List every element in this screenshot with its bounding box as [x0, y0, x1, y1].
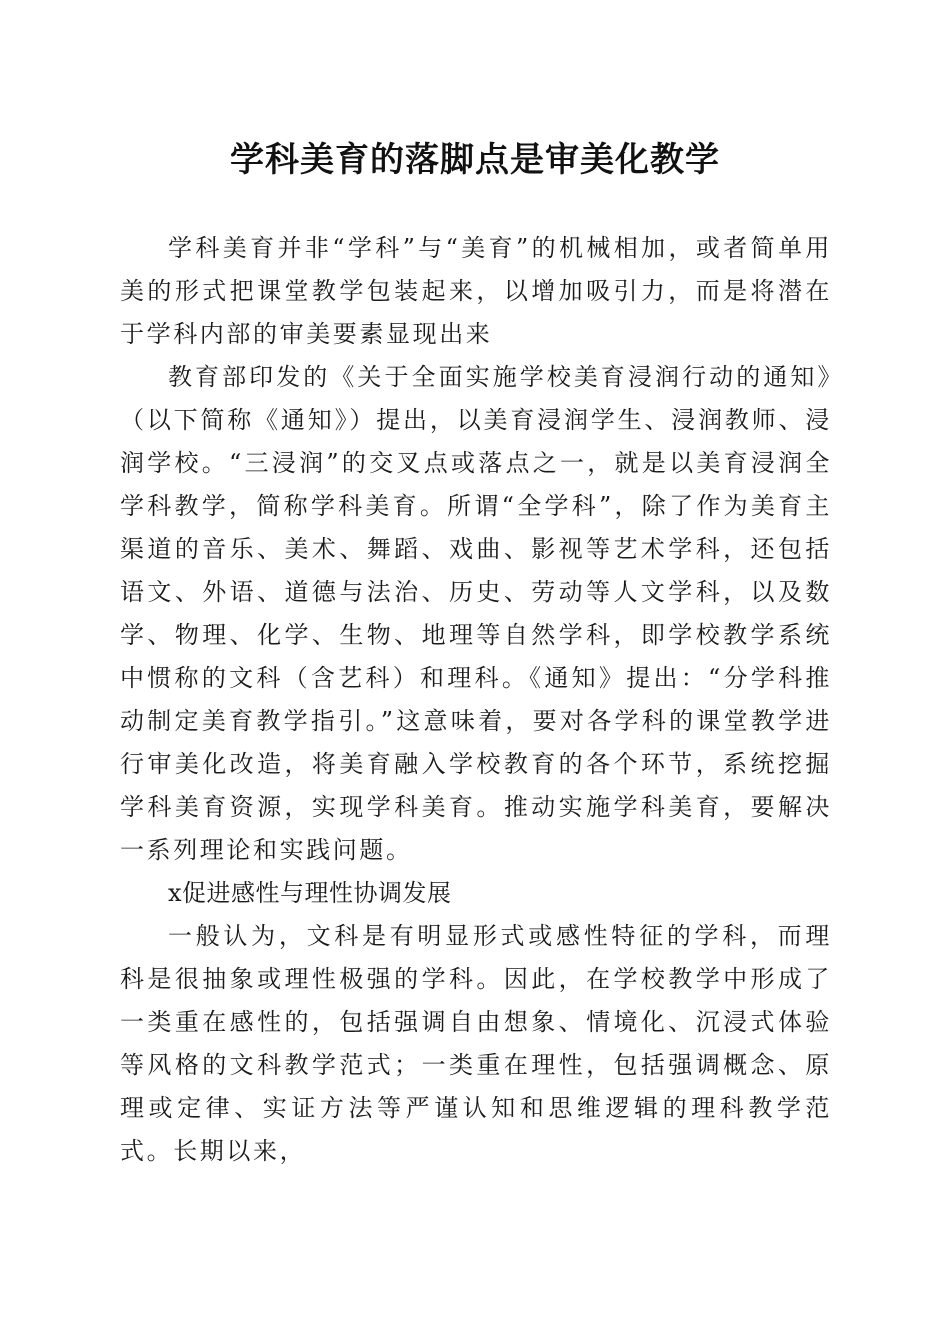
- paragraph-section-body: 一般认为，文科是有明显形式或感性特征的学科，而理科是很抽象或理性极强的学科。因此，在学校教学中形成了一类重在感性的，包括强调自由想象、情境化、沉浸式体验等风格的文科教学范式；一类重在理性，包括强调概念、原理或定律、实证方法等严谨认知和思维逻辑的理科教学范式。长期以来，: [120, 922, 832, 1165]
- paragraph-intro: 学科美育并非“学科”与“美育”的机械相加，或者简单用美的形式把课堂教学包装起来，以增加吸引力，而是将潜在于学科内部的审美要素显现出来: [120, 234, 832, 348]
- document-body: [120, 227, 832, 1173]
- paragraph-notice: 教育部印发的《关于全面实施学校美育浸润行动的通知》（以下简称《通知》）提出，以美育浸润学生、浸润教师、浸润学校。“三浸润”的交叉点或落点之一，就是以美育浸润全学科教学，简称学科美育。所谓“全学科”，除了作为美育主渠道的音乐、美术、舞蹈、戏曲、影视等艺术学科，还包括语文、外语、道德与法治、历史、劳动等人文学科，以及数学、物理、化学、生物、地理等自然学科，即学校教学系统中惯称的文科（含艺科）和理科。《通知》提出：“分学科推动制定美育教学指引。”这意味着，要对各学科的课堂教学进行审美化改造，将美育融入学校教育的各个环节，系统挖掘学科美育资源，实现学科美育。推动实施学科美育，要解决一系列理论和实践问题。: [120, 363, 832, 864]
- document-title: 学科美育的落脚点是审美化教学: [230, 140, 720, 180]
- section-heading: x促进感性与理性协调发展: [168, 879, 452, 907]
